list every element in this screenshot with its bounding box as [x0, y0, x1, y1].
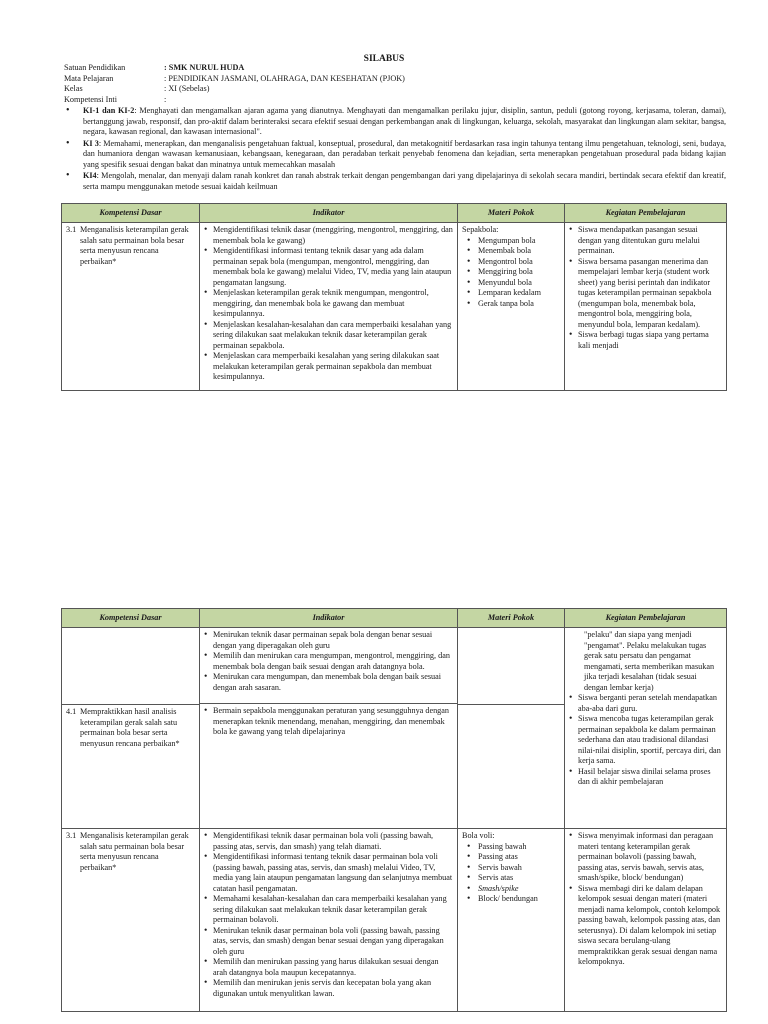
list-item: • Menembak bola [462, 246, 560, 257]
list-item: • Siswa berbagi tugas siapa yang pertama kali menjadi [569, 330, 722, 351]
kd-cell [62, 628, 200, 829]
list-item: • Siswa mencoba tugas keterampilan gerak permainan sepakbola ke dalam permainan sederhana dan atau tradisional dilandasi nilai-nilai disiplin, sportif, percaya diri, dan kerja sama. [569, 714, 722, 767]
meta-row-school [64, 63, 724, 74]
list-item: • Memilih dan menirukan passing yang harus dilakukan sesuai dengan arah datangnya bola maupun kecepatannya. [204, 957, 453, 978]
header-kompetensi-dasar: Kompetensi Dasar [62, 204, 200, 223]
indicator-cell [200, 223, 458, 391]
meta-row-class [64, 84, 724, 95]
header-materi-pokok: Materi Pokok [458, 204, 565, 223]
kd-text: Menganalisis keterampilan gerak salah satu permainan bola besar serta menyusun rencana perbaikan* [80, 831, 189, 872]
list-item: • Siswa bersama pasangan menerima dan mempelajari lembar kerja (student work sheet) yang berisi perintah dan indikator tugas keterampilan permainan sepakbola (mengumpan bola, menembak bola, mengontrol bola, menggiring bola, menyundul bola, lemparan kedalam). [569, 257, 722, 331]
syllabus-table-1 [61, 203, 727, 391]
meta-key: Kelas [64, 84, 83, 93]
kegiatan-cell [565, 829, 727, 1012]
list-item: • Menirukan cara mengumpan, dan menembak bola dengan baik sesuai dengan arah sasaran. [204, 672, 453, 693]
meta-key: Kompetensi Inti [64, 94, 117, 104]
ki-text: : Menghayati dan mengamalkan ajaran agama yang dianutnya. Menghayati dan mengamalkan perilaku jujur, disiplin, santun, peduli (gotong royong, kerjasama, toleran, damai), bertanggung jawab, responsif, dan pro-aktif dalam berinteraksi secara efektif sesuai dengan perkembangan anak di lingkungan, keluarga, sekolah, masyarakat dan lingkungan alam sekitar, bangsa, negara, kawasan regional, dan kawasan internasional". [83, 106, 726, 136]
materi-heading: Bola voli: [462, 831, 495, 840]
ki-item [64, 106, 726, 138]
indicator-cell [200, 829, 458, 1012]
list-item: • Block/ bendungan [462, 894, 560, 905]
ki-text: : Memahami, menerapkan, dan menganalisis pengetahuan faktual, konseptual, prosedural, dan metakognitif berdasarkan rasa ingin tahunya tentang ilmu pengetahuan, teknologi, seni, budaya, dan humaniora dengan wawasan kemanusiaan, kebangsaan, kenegaraan, dan peradaban terkait penyebab fenomena dan kejadian, serta menerapkan pengetahuan prosedural pada bidang kajian yang spesifik sesuai dengan bakat dan minatnya untuk memecahkan masalah [83, 138, 726, 169]
meta-value: : [164, 94, 167, 104]
kegiatan-cell [565, 223, 727, 391]
list-item: • Menjelaskan cara memperbaiki kesalahan yang sering dilakukan saat melakukan keterampilan gerak permainan sepakbola dan membuat kesimpulannya. [204, 351, 453, 383]
list-item: • Menggiring bola [462, 267, 560, 278]
meta-row-core-competence [64, 95, 724, 106]
table-row [62, 223, 727, 391]
kd-text: Mempraktikkan hasil analisis keterampilan gerak salah satu permainan bola besar serta menyusun rencana perbaikan* [80, 707, 180, 748]
header-indikator: Indikator [200, 204, 458, 223]
meta-value: : SMK NURUL HUDA [164, 63, 245, 72]
list-item: • Bermain sepakbola menggunakan peraturan yang sesungguhnya dengan menerapkan teknik menendang, menahan, menggiring, dan menembak bola ke gawang yang telah dipelajarinya [204, 706, 453, 738]
header-indikator: Indikator [200, 609, 458, 628]
meta-value: : XI (Sebelas) [164, 84, 210, 93]
header-kegiatan: Kegiatan Pembelajaran [565, 204, 727, 223]
ki-label: KI 3 [83, 138, 99, 148]
list-item: • Mengidentifikasi informasi tentang teknik dasar permainan bola voli (passing bawah, passing atas, servis, dan smash) melalui Video, TV, media yang lain ataupun pengamatan langsung dan selanjutnya membuat catatan hasil pengamatan. [204, 852, 453, 894]
meta-key: Mata Pelajaran [64, 73, 114, 83]
table-row [62, 628, 727, 829]
kd-cell [62, 829, 200, 1012]
list-item: • Servis bawah [462, 863, 560, 874]
list-item: • Memahami kesalahan-kesalahan dan cara memperbaiki kesalahan yang sering dilakukan saat melakukan teknik dasar keterampilan gerak permainan bolavoli. [204, 894, 453, 926]
core-competence-list [64, 106, 726, 193]
header-materi-pokok: Materi Pokok [458, 609, 565, 628]
list-item: • Mengontrol bola [462, 257, 560, 268]
ki-text: : Mengolah, menalar, dan menyaji dalam ranah konkret dan ranah abstrak terkait dengan pengembangan dari yang dipelajarinya di sekolah secara mandiri, bertindak secara efektif dan kreatif, serta mampu menggunakan metode sesuai kaidah keilmuan [83, 171, 726, 191]
kd-text: Menganalisis keterampilan gerak salah satu permainan bola besar serta menyusun rencana perbaikan* [80, 225, 189, 266]
ki-label: KI-1 dan KI-2 [83, 106, 135, 115]
table-row [62, 829, 727, 1012]
list-item: • Siswa membagi diri ke dalam delapan kelompok sesuai dengan materi (materi menjadi nama kelompok, contoh kelompok passing bawah, kelompok passing atas, dan seterusnya). Di dalam kelompok ini setiap siswa secara berulang-ulang mempraktikkan gerak sesuai dengan nama kelompoknya. [569, 884, 722, 968]
ki-item [64, 139, 726, 171]
list-item: • Menyundul bola [462, 278, 560, 289]
list-item: • Mengidentifikasi informasi tentang teknik dasar yang ada dalam permainan sepak bola (mengumpan, mengontrol, menggiring, dan menembak bola ke gawang) melalui Video, TV, media yang lain ataupun pengamatan langsung. [204, 246, 453, 288]
header-kegiatan: Kegiatan Pembelajaran [565, 609, 727, 628]
table-header-row [62, 609, 727, 628]
list-item: • Mengidentifikasi teknik dasar (menggiring, mengontrol, menggiring, dan menembak bola ke gawang) [204, 225, 453, 246]
kegiatan-continuation: "pelaku" dan siapa yang menjadi "pengamat". Pelaku melakukan tugas gerak satu persatu dan pengamat mengamati, serta memberikan masukan jika terjadi kesalahan (tidak sesuai dengan lembar kerja) [584, 630, 715, 692]
table-header-row [62, 204, 727, 223]
materi-cell [458, 829, 565, 1012]
kd-cell [62, 223, 200, 391]
list-item: • Passing bawah [462, 842, 560, 853]
document-meta [64, 63, 724, 105]
ki-label: KI4 [83, 171, 97, 180]
list-item: • Mengidentifikasi teknik dasar permainan bola voli (passing bawah, passing atas, servis, dan smash) yang telah diamati. [204, 831, 453, 852]
ki-item [64, 171, 726, 192]
list-item: • Lemparan kedalam [462, 288, 560, 299]
kegiatan-cell [565, 628, 727, 829]
list-item: • Passing atas [462, 852, 560, 863]
list-item: • Menjelaskan keterampilan gerak teknik mengumpan, mengontrol, menggiring, dan menembak bola ke gawang dan membuat kesimpulannya. [204, 288, 453, 320]
meta-row-subject [64, 74, 724, 85]
kd-number: 3.1 [66, 831, 77, 840]
list-item: • Memilih dan menirukan jenis servis dan kecepatan bola yang akan digunakan untuk menyulitkan lawan. [204, 978, 453, 999]
materi-cell [458, 628, 565, 829]
italic-term: Smash/spike [478, 883, 519, 893]
list-item: • Siswa mendapatkan pasangan sesuai dengan yang ditentukan guru melalui permainan. [569, 225, 722, 257]
materi-cell [458, 223, 565, 391]
materi-heading: Sepakbola: [462, 225, 499, 234]
indicator-cell [200, 628, 458, 829]
list-item: • Mengumpan bola [462, 236, 560, 247]
kd-number: 4.1 [66, 707, 77, 716]
list-item: • Servis atas [462, 873, 560, 884]
meta-value: : PENDIDIKAN JASMANI, OLAHRAGA, DAN KESEHATAN (PJOK) [164, 73, 405, 83]
syllabus-table-2 [61, 608, 727, 1012]
list-item: • Menjelaskan kesalahan-kesalahan dan cara memperbaiki kesalahan yang sering dilakukan saat melakukan teknik dasar keterampilan gerak permainan sepakbola. [204, 320, 453, 352]
header-kompetensi-dasar: Kompetensi Dasar [62, 609, 200, 628]
list-item: • Menirukan teknik dasar permainan bola voli (passing bawah, passing atas, servis, dan smash) dengan benar sesuai dengan yang diperagakan oleh guru [204, 926, 453, 958]
list-item [462, 884, 560, 895]
list-item: • Siswa berganti peran setelah mendapatkan aba-aba dari guru. [569, 693, 722, 714]
meta-key: Satuan Pendidikan [64, 63, 126, 72]
page-title: SILABUS [363, 54, 405, 64]
kd-number: 3.1 [66, 225, 77, 234]
list-item: • Siswa menyimak informasi dan peragaan materi tentang keterampilan gerak permainan bolavoli (passing bawah, passing atas, servis bawah, servis atas, smash/spike, block/ bendungan) [569, 831, 722, 884]
list-item: • Menirukan teknik dasar permainan sepak bola dengan benar sesuai dengan yang diperagakan oleh guru [204, 630, 453, 651]
list-item: • Memilih dan menirukan cara mengumpan, mengontrol, menggiring, dan menembak bola dengan baik sesuai dengan arah datangnya bola. [204, 651, 453, 672]
list-item: • Hasil belajar siswa dinilai selama proses dan di akhir pembelajaran [569, 767, 722, 788]
list-item: • Gerak tanpa bola [462, 299, 560, 310]
